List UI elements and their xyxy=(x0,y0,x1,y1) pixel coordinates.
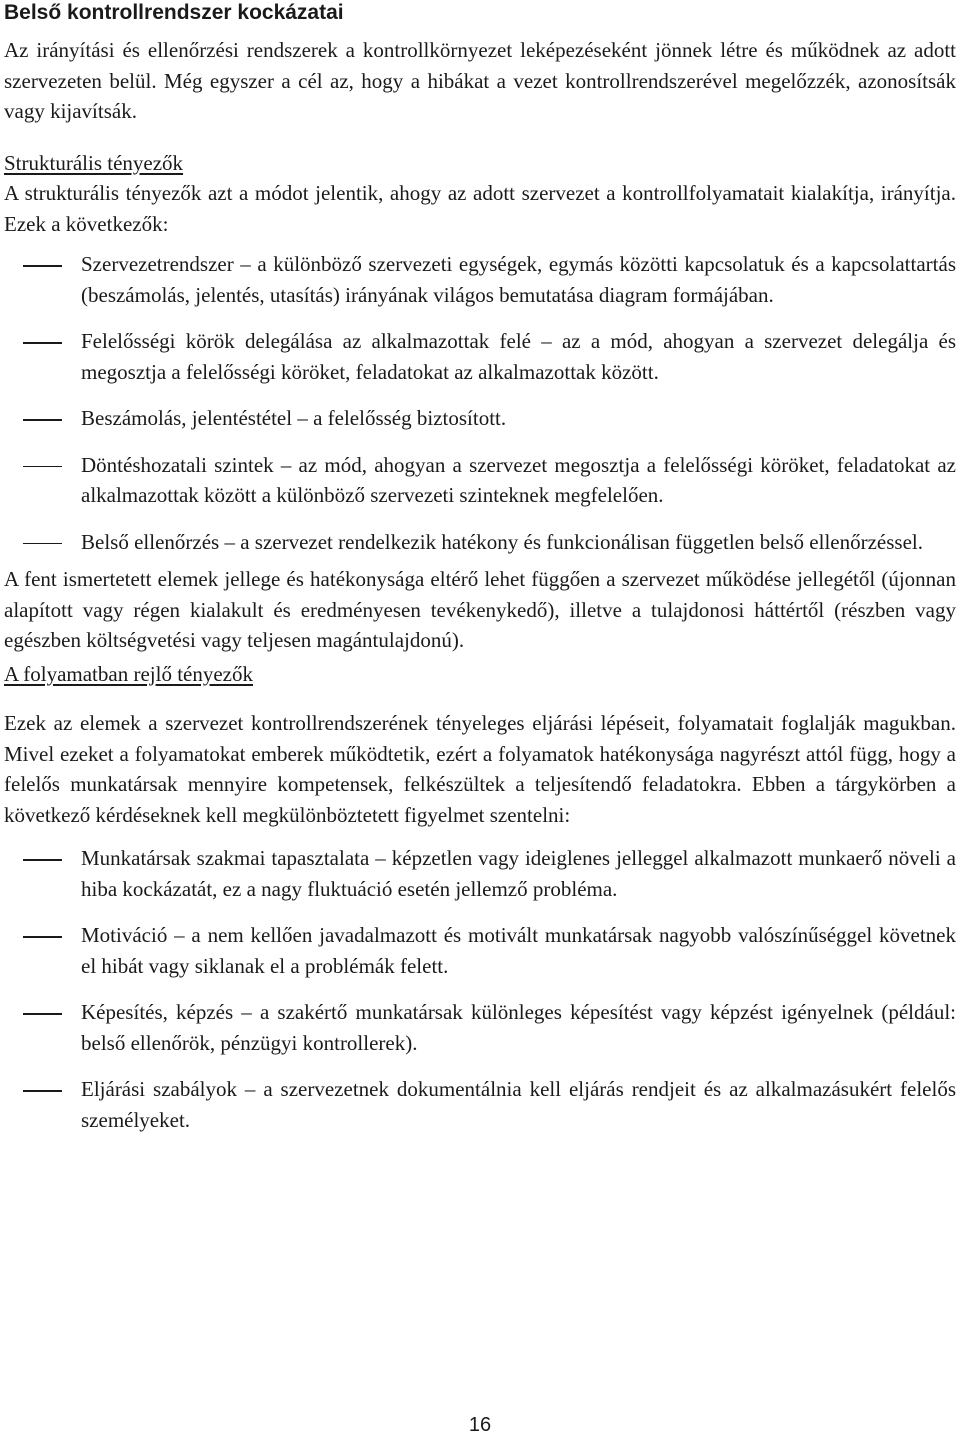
section-title: Belső kontrollrendszer kockázatai xyxy=(4,1,344,24)
structural-factors-list xyxy=(4,249,956,557)
list-item: Képesítés, képzés – a szakértő munkatársak különleges képesítést vagy képzést igényelnek (például: belső ellenőrök, pénzügyi kontrollerek). xyxy=(4,997,956,1058)
structural-closing-paragraph: A fent ismertetett elemek jellege és hatékonysága eltérő lehet függően a szervezet működése jellegétől (újonnan alapított vagy régen kialakult és eredményesen tevékenykedő), illetve a tulajdonosi háttértől (részben vagy egészben költségvetési vagy teljesen magántulajdonú). xyxy=(4,567,956,652)
list-item: Belső ellenőrzés – a szervezet rendelkezik hatékony és funkcionálisan független belső ellenőrzéssel. xyxy=(4,527,956,558)
list-item: Beszámolás, jelentéstétel – a felelősség biztosított. xyxy=(4,403,956,434)
process-factors-heading: A folyamatban rejlő tényezők xyxy=(4,661,253,686)
list-item: Munkatársak szakmai tapasztalata – képzetlen vagy ideiglenes jelleggel alkalmazott munkaerő növeli a hiba kockázatát, ez a nagy fluktuáció esetén jellemző probléma. xyxy=(4,843,956,904)
dash-bullet xyxy=(23,466,62,468)
page-number: 16 xyxy=(468,1414,492,1436)
process-factors-lead: Ezek az elemek a szervezet kontrollrendszerének tényeleges eljárási lépéseit, folyamatait foglalják magukban. Mivel ezeket a folyamatokat emberek működtetik, ezért a folyamatok hatékonysága nagyrészt attól függ, hogy a felelős munkatársak mennyire kompetensek, felkészültek a teljesítendő feladatokra. Ebben a tárgykörben a következő kérdéseknek kell megkülönböztetett figyelmet szentelni: xyxy=(4,711,956,827)
list-item: Eljárási szabályok – a szervezetnek dokumentálnia kell eljárás rendjeit és az alkalmazásukért felelős személyeket. xyxy=(4,1074,956,1135)
dash-bullet xyxy=(23,543,62,545)
dash-bullet xyxy=(23,1090,62,1092)
dash-bullet xyxy=(23,1013,62,1015)
list-item: Felelősségi körök delegálása az alkalmazottak felé – az a mód, ahogyan a szervezet delegálja és megosztja a felelősségi köröket, feladatokat az alkalmazottak között. xyxy=(4,326,956,387)
process-factors-list xyxy=(4,843,956,1135)
structural-factors-heading: Strukturális tényezők xyxy=(4,150,184,175)
dash-bullet xyxy=(23,342,62,344)
document-page xyxy=(4,0,956,1135)
dash-bullet xyxy=(23,419,62,421)
dash-bullet xyxy=(23,859,62,861)
dash-bullet xyxy=(23,936,62,938)
structural-factors-lead: A strukturális tényezők azt a módot jelentik, ahogy az adott szervezet a kontrollfolyamatait kialakítja, irányítja. Ezek a következők: xyxy=(4,181,956,236)
list-item: Szervezetrendszer – a különböző szervezeti egységek, egymás közötti kapcsolatuk és a kapcsolattartás (beszámolás, jelentés, utasítás) irányának világos bemutatása diagram formájában. xyxy=(4,249,956,310)
intro-paragraph: Az irányítási és ellenőrzési rendszerek a kontrollkörnyezet leképezéseként jönnek létre és működnek az adott szervezeten belül. Még egyszer a cél az, hogy a hibákat a vezet kontrollrendszerével megelőzzék, azonosítsák vagy kijavítsák. xyxy=(4,38,956,123)
list-item: Döntéshozatali szintek – az mód, ahogyan a szervezet megosztja a felelősségi köröket, feladatokat az alkalmazottak között a különböző szervezeti szinteknek megfelelően. xyxy=(4,450,956,511)
list-item: Motiváció – a nem kellően javadalmazott és motivált munkatársak nagyobb valószínűséggel követnek el hibát vagy siklanak el a problémák felett. xyxy=(4,920,956,981)
dash-bullet xyxy=(23,265,62,267)
